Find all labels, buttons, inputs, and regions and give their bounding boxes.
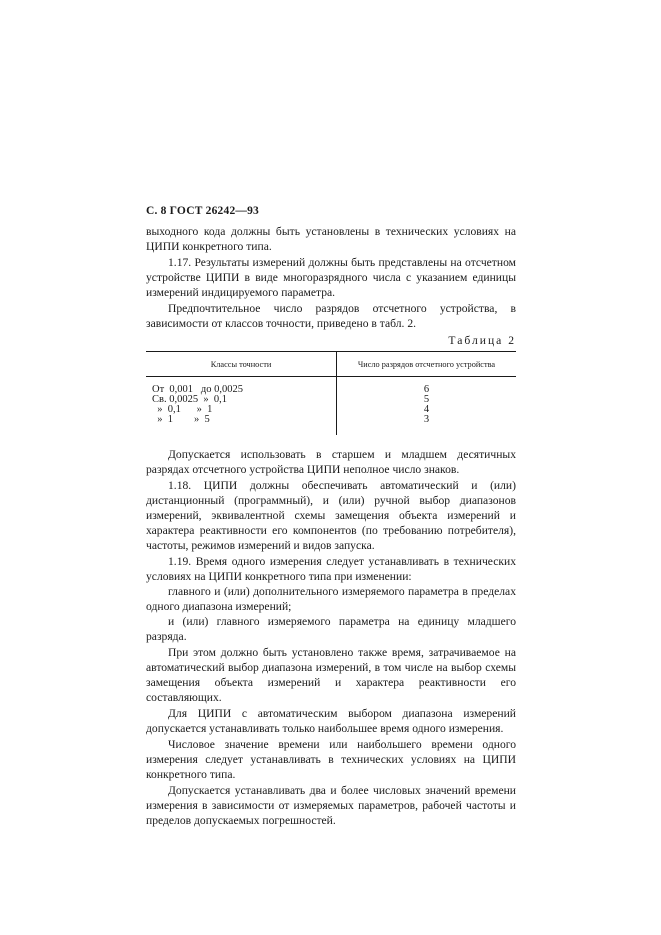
table-row [146,377,516,436]
class-range: » 0,1 » 1 [152,404,213,415]
paragraph-1-18: 1.18. ЦИПИ должны обеспечивать автоматический и (или) дистанционный (программный), и (или) ручной выбор диапазонов измерений, эквивалентной схемы замещения объекта измерений и характера реактивности его компонентов (по требованию потребителя), частоты, режимов измерений и видов запуска. [146,479,516,552]
paragraph-auto-range: Для ЦИПИ с автоматическим выбором диапазона измерений допускается устанавливать только наибольшее время одного измерения. [146,707,516,735]
paragraph-permission: Допускается использовать в старшем и младшем десятичных разрядах отсчетного устройства ЦИПИ неполное число знаков. [146,448,516,476]
table-header-digits: Число разрядов отсчетного устройства [337,352,517,377]
page-header: С. 8 ГОСТ 26242—93 [146,205,259,217]
paragraph-time-value: Числовое значение времени или наибольшего времени одного измерения следует устанавливать в технических условиях на ЦИПИ конкретного типа. [146,738,516,781]
table-cell-classes [146,377,337,436]
paragraph-condition-1: главного и (или) дополнительного измеряемого параметра в пределах одного диапазона измерений; [146,585,516,613]
table-header-classes: Классы точности [146,352,337,377]
digit-count: 4 [423,404,430,415]
accuracy-table [146,351,516,435]
paragraph-multiple-values: Допускается устанавливать два и более числовых значений времени измерения в зависимости от измеряемых параметров, рабочей частоты и пределов допускаемых погрешностей. [146,784,516,827]
table-cell-digits [337,377,517,436]
paragraph-1-19: 1.19. Время одного измерения следует устанавливать в технических условиях на ЦИПИ конкретного типа при изменении: [146,555,516,583]
paragraph-condition-2: и (или) главного измеряемого параметра на единицу младшего разряда. [146,615,516,643]
paragraph-1-17: 1.17. Результаты измерений должны быть представлены на отсчетном устройстве ЦИПИ в виде многоразрядного числа с указанием единицы измерений индицируемого параметра. [146,256,516,299]
paragraph-continuation: выходного кода должны быть установлены в технических условиях на ЦИПИ конкретного типа. [146,225,516,253]
digit-count: 6 [423,384,430,395]
table-label: Таблица 2 [448,334,516,347]
digit-count: 5 [423,394,430,405]
digit-count: 3 [423,414,430,425]
paragraph-digits: Предпочтительное число разрядов отсчетного устройства, в зависимости от классов точности, приведено в табл. 2. [146,302,516,330]
class-range: От 0,001 до 0,0025 [152,384,244,395]
class-range: Св. 0,0025 » 0,1 [152,394,227,405]
class-range: » 1 » 5 [152,414,210,425]
document-body [146,224,516,828]
paragraph-auto-selection: При этом должно быть установлено также время, затрачиваемое на автоматический выбор диапазона измерений, в том числе на выбор схемы замещения объекта измерений и характера реактивности его составляющих. [146,646,516,704]
